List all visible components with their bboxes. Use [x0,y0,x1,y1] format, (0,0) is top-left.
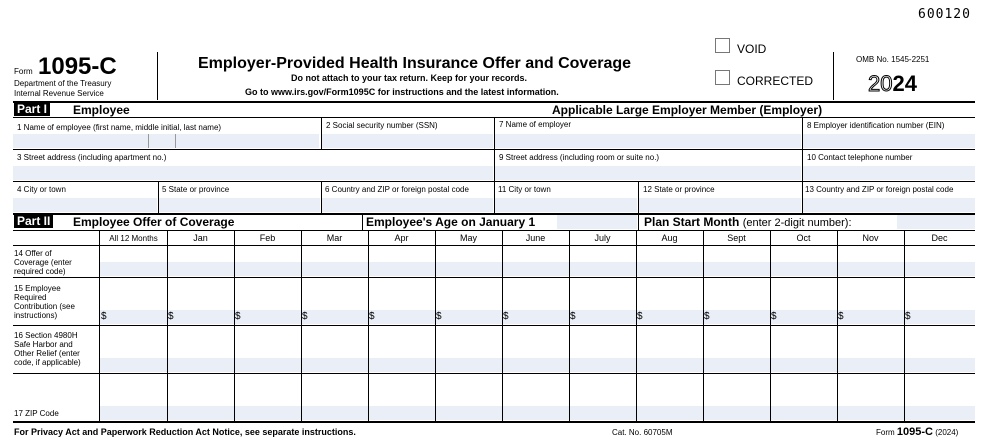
part1-title: Employee [73,103,130,117]
part1-row-rule-1 [13,149,975,150]
field-5-input[interactable] [159,198,320,212]
field-8-input[interactable] [803,134,975,148]
col-dec: Dec [931,233,948,243]
corrected-checkbox[interactable] [715,70,730,85]
irs-line: Internal Revenue Service [14,89,104,98]
field-3-input[interactable] [13,166,493,180]
line-16-label-4: code, if applicable) [14,358,81,367]
header-divider-left [157,52,158,100]
line-16-label-3: Other Relief (enter [14,349,80,358]
line-14-label [14,249,72,276]
col-sept: Sept [727,233,746,243]
field-11-label: 11 City or town [498,185,551,194]
part1-div-country [321,181,322,213]
part1-div-state2 [638,181,639,213]
dollar-sign: $ [771,311,777,322]
col-july: July [594,233,611,243]
part1-center-divider [494,117,495,213]
field-6-input[interactable] [322,198,493,212]
instruction-line-2: Go to www.irs.gov/Form1095C for instructions and the latest information. [245,87,559,97]
tax-year-prefix: 20 [868,71,893,96]
field-2-label: 2 Social security number (SSN) [326,121,438,130]
void-checkbox[interactable] [715,38,730,53]
tax-year [868,73,917,95]
part2-tag: Part II [14,215,53,228]
line-16-rule [13,373,975,374]
tax-year-suffix: 24 [892,71,917,96]
plan-start-hint: (enter 2-digit number): [742,217,852,229]
part1-div-name-1 [148,134,149,148]
dollar-sign: $ [905,311,911,322]
form-title: Employer-Provided Health Insurance Offer and Coverage [198,55,632,72]
age-title: Employee's Age on January 1 [366,215,536,229]
dollar-sign: $ [503,311,509,322]
col-all-12-months: All 12 Months [109,234,158,243]
dollar-sign: $ [168,311,174,322]
month-header-rule [13,245,975,246]
form-id-code: 600120 [918,7,971,22]
line-14-label-3: required code) [14,267,66,276]
col-may: May [459,233,477,243]
footer-form-id [876,427,958,438]
dollar-sign: $ [637,311,643,322]
col-rule-4 [368,230,369,421]
dollar-sign: $ [570,311,576,322]
footer-form-year: (2024) [935,428,959,437]
part1-row-rule-2 [13,181,975,182]
line-14-label-1: 14 Offer of [14,249,52,258]
col-june: June [525,233,546,243]
part1-top-rule [13,101,975,103]
part2-bottom-rule [13,421,975,423]
age-input[interactable] [557,215,637,229]
line-15-label-1: 15 Employee [14,284,61,293]
field-6-label: 6 Country and ZIP or foreign postal code [325,185,469,194]
col-mar: Mar [326,233,343,243]
col-rule-12 [904,230,905,421]
col-rule-10 [770,230,771,421]
employer-section-title: Applicable Large Employer Member (Employer) [552,103,823,117]
dollar-sign: $ [704,311,710,322]
field-7-input[interactable] [495,134,801,148]
dollar-sign: $ [838,311,844,322]
col-apr: Apr [394,233,409,243]
line-17-label: 17 ZIP Code [14,409,59,418]
line-15-label-2: Required [14,293,47,302]
line-16-inputs[interactable] [100,358,975,372]
col-rule-1 [167,230,168,421]
field-4-input[interactable] [13,198,157,212]
col-rule-3 [301,230,302,421]
col-rule-9 [703,230,704,421]
field-2-input[interactable] [322,134,493,148]
part2-title-rule [13,230,975,231]
col-oct: Oct [796,233,811,243]
catalog-number: Cat. No. 60705M [612,428,673,437]
field-7-label: 7 Name of employer [499,120,572,129]
part1-div-name-2 [175,134,176,148]
privacy-notice: For Privacy Act and Paperwork Reduction Act Notice, see separate instructions. [14,427,356,437]
corrected-label: CORRECTED [737,74,814,88]
field-10-input[interactable] [803,166,975,180]
line-15-rule [13,325,975,326]
line-14-label-2: Coverage (enter [14,258,72,267]
col-rule-7 [569,230,570,421]
form-number: 1095-C [38,53,117,80]
col-rule-11 [837,230,838,421]
part1-tag: Part I [14,103,50,116]
dollar-sign: $ [369,311,375,322]
field-9-input[interactable] [495,166,801,180]
dollar-sign: $ [302,311,308,322]
line-14-inputs[interactable] [100,262,975,276]
col-rule-2 [234,230,235,421]
line-16-label [14,331,81,367]
age-divider-left [362,215,363,230]
field-5-label: 5 State or province [162,185,230,194]
col-jan: Jan [193,233,208,243]
footer-form-number: 1095-C [896,426,933,438]
col-rule-6 [502,230,503,421]
instruction-line-1: Do not attach to your tax return. Keep for your records. [291,73,528,83]
field-9-label: 9 Street address (including room or suite no.) [499,153,660,162]
dollar-sign: $ [101,311,107,322]
part2-title: Employee Offer of Coverage [73,215,235,229]
field-13-input[interactable] [803,198,975,212]
field-1-label: 1 Name of employee (first name, middle initial, last name) [17,123,222,132]
col-rule-8 [636,230,637,421]
part1-div-state [158,181,159,213]
department-line: Department of the Treasury [14,79,112,88]
age-divider-right [638,215,639,230]
line-16-label-2: Safe Harbor and [14,340,73,349]
field-12-input[interactable] [639,198,801,212]
col-rule-0 [99,230,100,421]
field-11-input[interactable] [495,198,637,212]
plan-start-input[interactable] [897,215,975,229]
omb-number: OMB No. 1545-2251 [856,55,930,64]
field-1-input[interactable] [13,134,319,148]
part1-div-ein [802,117,803,213]
col-aug: Aug [661,233,678,243]
col-nov: Nov [862,233,879,243]
line-16-label-1: 16 Section 4980H [14,331,78,340]
footer-form-word: Form [876,428,895,437]
plan-start-title [644,216,852,229]
dollar-sign: $ [235,311,241,322]
field-4-label: 4 City or town [17,185,66,194]
header-divider-right [833,52,834,100]
field-12-label: 12 State or province [643,185,715,194]
field-3-label: 3 Street address (including apartment no.) [17,153,167,162]
plan-start-label: Plan Start Month [644,215,740,229]
line-15-label-3: Contribution (see [14,302,75,311]
field-10-label: 10 Contact telephone number [807,153,913,162]
col-feb: Feb [259,233,276,243]
form-word: Form [14,67,33,76]
col-rule-5 [435,230,436,421]
void-label: VOID [737,42,767,56]
dollar-sign: $ [436,311,442,322]
line-15-label-4: instructions) [14,311,58,320]
line-17-inputs[interactable] [100,406,975,420]
part1-div-ssn [321,117,322,149]
field-13-label: 13 Country and ZIP or foreign postal code [805,185,954,194]
field-8-label: 8 Employer identification number (EIN) [807,121,945,130]
line-14-rule [13,277,975,278]
line-15-label [14,284,75,320]
